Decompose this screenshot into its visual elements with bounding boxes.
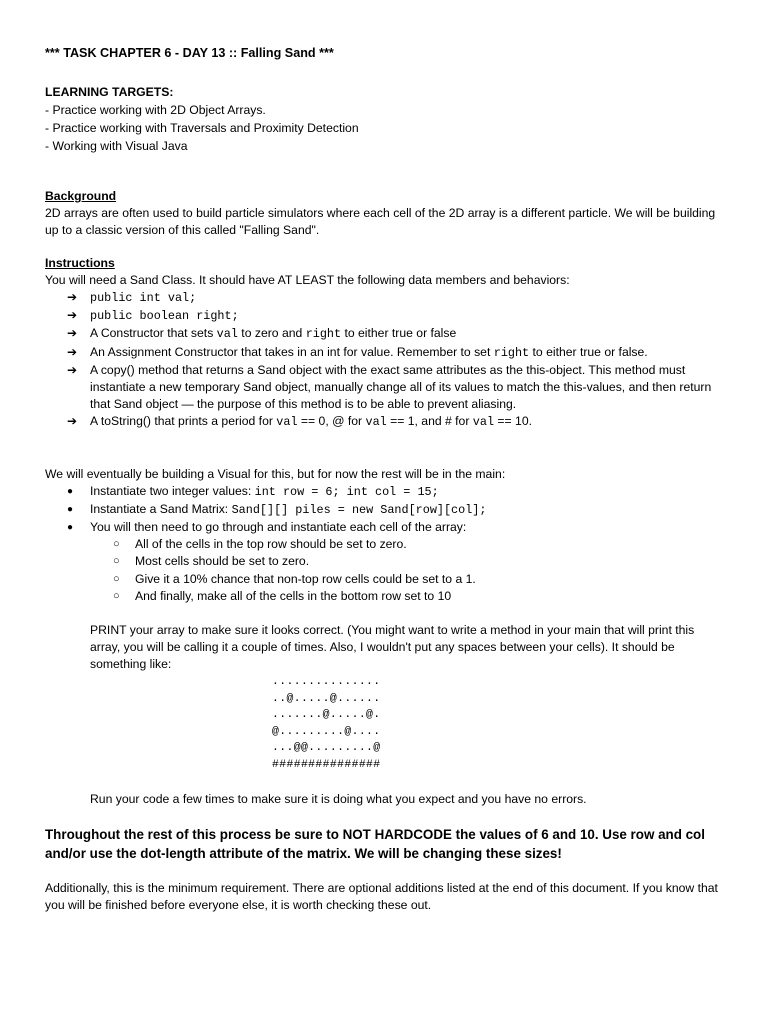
additional-note: Additionally, this is the minimum requirement. There are optional additions listed at the end of this document. If you know that you will be finished before everyone else, it is worth checking these out. [45, 881, 718, 913]
requirement-text: An Assignment Constructor that takes in an int for value. Remember to set [90, 344, 494, 359]
requirement-text: A copy() method that returns a Sand object with the exact same attributes as the this-object. This method must instantiate a new temporary Sand object, manually change all of its values to match the this-values, and then return that Sand object — the purpose of this method is to be able to prevent aliasing. [90, 362, 712, 412]
code-snippet: val [216, 327, 238, 342]
requirement-item [45, 289, 725, 307]
main-step-item [45, 519, 725, 536]
requirement-item [45, 362, 725, 414]
background-heading: Background [45, 189, 117, 203]
circle-bullet-icon: ○ [113, 555, 120, 568]
step-text: Instantiate two integer values: [90, 483, 255, 498]
cell-rule-item [45, 588, 725, 605]
circle-bullet-icon: ○ [113, 589, 120, 602]
learning-target-item: - Practice working with Traversals and Proximity Detection [45, 121, 359, 135]
grid-row: @.........@.... [272, 725, 381, 738]
arrow-bullet-icon: ➔ [67, 290, 78, 304]
cell-rules-list [45, 536, 725, 605]
requirement-item [45, 344, 725, 362]
step-text: Instantiate a Sand Matrix: [90, 501, 232, 516]
grid-row: ############### [272, 758, 381, 771]
code-snippet: val [276, 415, 298, 430]
cell-rule-text: And finally, make all of the cells in the bottom row set to 10 [135, 588, 452, 603]
arrow-bullet-icon: ➔ [67, 326, 78, 341]
requirement-item [45, 325, 725, 343]
requirement-text: == 0, @ for [297, 414, 366, 429]
main-step-item [45, 501, 725, 519]
cell-rule-item [45, 536, 725, 553]
requirement-text: to zero and [237, 326, 306, 341]
instructions-intro: You will need a Sand Class. It should have AT LEAST the following data members and behaviors: [45, 273, 570, 287]
main-step-item [45, 483, 725, 501]
background-text: 2D arrays are often used to build particle simulators where each cell of the 2D array is a different particle. We will be building up to a classic version of this called "Falling Sand". [45, 206, 716, 237]
code-snippet: right [493, 345, 530, 360]
document-page [45, 44, 725, 914]
grid-row: ............... [272, 676, 381, 689]
dot-bullet-icon: ● [67, 485, 74, 497]
grid-row: ..@.....@...... [272, 692, 381, 705]
requirement-item [45, 413, 725, 431]
no-hardcode-warning: Throughout the rest of this process be sure to NOT HARDCODE the values of 6 and 10. Use row and col and/or use the dot-length attribute of the matrix. We will be changing these sizes! [45, 827, 705, 862]
cell-rule-text: Most cells should be set to zero. [135, 554, 310, 569]
learning-targets-heading: LEARNING TARGETS: [45, 85, 174, 99]
dot-bullet-icon: ● [67, 522, 74, 534]
requirement-text: == 1, and # for [386, 414, 473, 429]
code-snippet: public int val; [90, 291, 197, 305]
requirement-item [45, 307, 725, 325]
learning-target-item: - Practice working with 2D Object Arrays. [45, 103, 266, 117]
arrow-bullet-icon: ➔ [67, 308, 78, 323]
cell-rule-text: All of the cells in the top row should be set to zero. [135, 537, 407, 552]
requirement-text: to either true or false. [529, 344, 648, 359]
arrow-bullet-icon: ➔ [67, 414, 78, 429]
learning-target-item: - Working with Visual Java [45, 139, 188, 153]
code-snippet: int row = 6; int col = 15; [254, 484, 439, 499]
requirement-text: A Constructor that sets [90, 326, 217, 341]
cell-rule-item [45, 553, 725, 570]
circle-bullet-icon: ○ [113, 572, 120, 585]
sample-grid-output [45, 674, 725, 773]
dot-bullet-icon: ● [67, 503, 74, 515]
main-intro: We will eventually be building a Visual for this, but for now the rest will be in the main: [45, 466, 506, 481]
page-title: *** TASK CHAPTER 6 - DAY 13 :: Falling Sand *** [45, 46, 334, 60]
circle-bullet-icon: ○ [113, 538, 120, 551]
cell-rule-text: Give it a 10% chance that non-top row cells could be set to a 1. [135, 571, 476, 586]
run-code-note: Run your code a few times to make sure it is doing what you expect and you have no errors. [90, 792, 587, 807]
sand-class-requirements-list [45, 289, 725, 432]
code-snippet: Sand[][] piles = new Sand[row][col]; [231, 502, 487, 517]
cell-rule-item [45, 571, 725, 588]
requirement-text: to either true or false [341, 326, 457, 341]
requirement-text: A toString() that prints a period for [90, 414, 277, 429]
main-steps-list [45, 483, 725, 537]
code-snippet: public boolean right; [90, 309, 239, 324]
step-text: You will then need to go through and instantiate each cell of the array: [90, 520, 467, 535]
requirement-text: == 10. [494, 414, 532, 429]
code-snippet: val [365, 415, 387, 430]
code-snippet: right [305, 327, 342, 342]
arrow-bullet-icon: ➔ [67, 362, 78, 377]
instructions-heading: Instructions [45, 256, 115, 270]
print-instructions: PRINT your array to make sure it looks correct. (You might want to write a method in your main that will print this array, you will be calling it a couple of times. Also, I wouldn't put any spaces between your cells). It should be something like: [90, 623, 695, 672]
grid-row: .......@.....@. [272, 709, 381, 722]
grid-row: ...@@.........@ [272, 742, 381, 755]
arrow-bullet-icon: ➔ [67, 344, 78, 359]
code-snippet: val [472, 415, 495, 430]
